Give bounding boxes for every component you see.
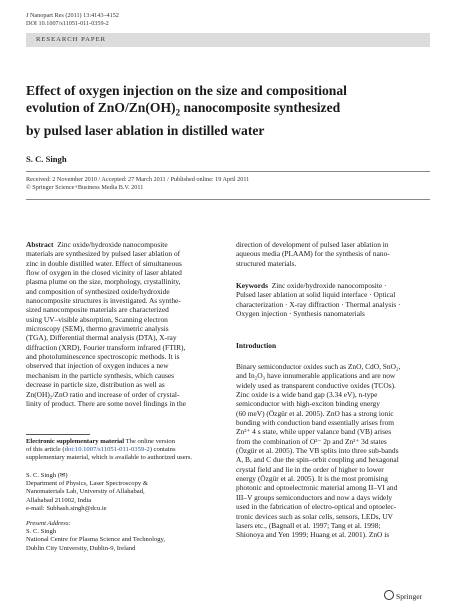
doi-line: DOI 10.1007/s11051-011-0359-2 (26, 20, 109, 27)
abstract-line: nanocomposite structures is investigated. As synthe- (26, 296, 181, 306)
intro-line: Zn²⁺ 4 s state, while upper valance band (VB) arises (236, 427, 392, 437)
abstract-label: Abstract (26, 240, 54, 249)
publisher-mark (384, 590, 422, 601)
intro-line: III–V groups semiconductors and now a days widely (236, 492, 393, 502)
esm-text-pre: of this article ( (26, 446, 65, 454)
intro-line: (60 meV) (Özgür et al. 2005). ZnO has a strong ionic (236, 408, 394, 418)
intro-line: from the combination of O²⁻ 2p and Zn²⁺ 3d states (236, 436, 387, 446)
esm-line-2 (26, 446, 224, 454)
publisher-name: Springer (396, 592, 423, 601)
introduction-body (236, 362, 430, 540)
springer-logo-icon (384, 590, 394, 600)
keywords-label: Keywords (236, 281, 269, 290)
abstract-line: (TGA), Differential thermal analysis (DTA), X-ray (26, 333, 177, 343)
intro-line: widely used as transparent conductive oxides (TCOs). (236, 380, 396, 390)
title-line-1: Effect of oxygen injection on the size and compositional (26, 83, 347, 98)
text-line: direction of development of pulsed laser ablation in (236, 240, 389, 249)
intro-line: lasers etc., (Bagnall et al. 1997; Tang et al. 1998; (236, 520, 381, 530)
esm-line-1 (26, 438, 224, 446)
title-line-2 (26, 99, 426, 122)
esm-doi-link[interactable]: doi:10.1007/s11051-011-0359-2 (64, 446, 150, 454)
abstract-line: Zn(OH)₂/ZnO ratio and increase of order of crystal- (26, 389, 180, 399)
header-divider (26, 171, 430, 172)
abstract-line: flow of oxygen in the closed vicinity of laser ablated (26, 268, 182, 278)
intro-line: and In₂O₃ have innumerable applications and are now (236, 371, 396, 381)
intro-line: photonic and optoelectronic material among II–VI and (236, 483, 398, 493)
dates-line: Received: 2 November 2010 / Accepted: 27 March 2011 / Published online: 19 April 2011 (26, 176, 250, 183)
journal-header (26, 12, 119, 28)
article-type: RESEARCH PAPER (36, 36, 107, 43)
present-address-city: Dublin City University, Dublin-9, Ireland (26, 544, 136, 552)
keywords-text: Zinc oxide/hydroxide nanocomposite · (271, 281, 387, 290)
affiliation-lab: Nanomaterials Lab, University of Allahabad, (26, 488, 145, 496)
abstract-line: and composition of synthesized oxide/hydroxide (26, 286, 170, 296)
abstract-line: mechanism in the particle synthesis, which causes (26, 370, 174, 380)
esm-text-post: ) contains (149, 446, 176, 454)
intro-line: crystal field and lie in the order of higher to lower (236, 464, 384, 474)
esm-text: The online version (124, 438, 176, 445)
introduction-heading: Introduction (236, 341, 277, 350)
abstract-line: using UV–visible absorption, Scanning electron (26, 314, 168, 324)
abstract-line: sized nanocomposite materials are characterized (26, 305, 169, 315)
keywords-line: Oxygen injection · Synthesis nanomaterials (236, 309, 365, 319)
keywords-block (236, 281, 430, 318)
affiliation-name: S. C. Singh (✉) (26, 472, 68, 479)
abstract-line: linity of product. There are some novel findings in the (26, 398, 186, 408)
text-line: aqueous media (PLAAM) for the synthesis of nano- (236, 249, 390, 259)
intro-line: Shionoya and Yen 1999; Huang et al. 2001). ZnO is (236, 530, 390, 540)
esm-label: Electronic supplementary material (26, 438, 125, 445)
present-address-centre: National Centre for Plasma Science and Technology, (26, 536, 166, 544)
abstract-block (26, 240, 224, 408)
present-address-label: Present Address: (26, 520, 71, 527)
abstract-line: zinc in double distilled water. Effect of simultaneous (26, 258, 182, 268)
esm-note (26, 438, 224, 463)
keywords-line: characterization · X-ray diffraction · Thermal analysis · (236, 299, 401, 309)
intro-line: Zinc oxide is a wide band gap (3.34 eV), n-type (236, 390, 378, 400)
abstract-line: materials are synthesized by pulsed laser ablation of (26, 249, 181, 259)
intro-line: A, B, and C due the spin–orbit coupling and hexagonal (236, 455, 399, 465)
title-line-3: by pulsed laser ablation in distilled water (26, 122, 265, 138)
intro-line: Binary semiconductor oxides such as ZnO, CdO, SnO₂, (236, 362, 401, 371)
intro-line: tronic devices such as solar cells, sensors, LEDs, UV (236, 511, 394, 521)
abstract-line: decrease in particle size, distribution as well as (26, 380, 165, 390)
footnote-divider (26, 434, 90, 435)
abstract-line: and photoluminescence spectroscopic methods. It is (26, 352, 180, 362)
affiliation-city: Allahabad 211002, India (26, 496, 92, 504)
keywords-line: Pulsed laser ablation at solid liquid interface · Optical (236, 290, 396, 300)
intro-line: (Özgür et al. 2005). The VB splits into three sub-bands (236, 446, 399, 456)
journal-citation: J Nanopart Res (2011) 13:4143–4152 (26, 12, 119, 19)
intro-line: semiconductor with high-exciton binding energy (236, 399, 380, 409)
text-line: structured materials. (236, 258, 297, 268)
title-line-2-end: nanocomposite synthesized (180, 100, 341, 115)
esm-line-3: supplementary material, which is available to authorized users. (26, 454, 193, 462)
abstract-line: diffraction (XRD), Fourier transform infrared (FTIR), (26, 342, 186, 352)
intro-line: used in the fabrication of electro-optical and optoelec- (236, 502, 397, 512)
title-subscript: 2 (175, 107, 181, 118)
abstract-line: observed that injection of oxygen induces a new (26, 361, 169, 371)
author-name: S. C. Singh (26, 154, 67, 164)
intro-line: energy (Özgür et al. 2005). It is the most promising (236, 474, 388, 484)
publication-dates (26, 176, 249, 192)
affiliation-email[interactable]: e-mail: Subhash.singh@dcu.ie (26, 504, 107, 512)
abstract-line (26, 240, 224, 249)
copyright-line: © Springer Science+Business Media B.V. 2011 (26, 184, 144, 191)
abstract-continuation (236, 240, 430, 268)
article-type-band (26, 33, 430, 47)
keywords-line (236, 281, 430, 290)
affiliation-block (26, 472, 224, 513)
dates-divider (26, 199, 430, 200)
affiliation-dept: Department of Physics, Laser Spectroscopy & (26, 480, 148, 488)
present-address-name: S. C. Singh (26, 528, 57, 536)
title-line-2-start: evolution of ZnO/Zn(OH) (26, 100, 176, 115)
abstract-line: plasma plume on the size, morphology, crystallinity, (26, 277, 181, 287)
article-title (26, 82, 426, 139)
abstract-line-text: Zinc oxide/hydroxide nanocomposite (57, 240, 168, 249)
present-address-block (26, 520, 224, 553)
abstract-line: microscopy (SEM), thermo gravimetric analysis (26, 324, 169, 334)
intro-line: bonding with conduction band essentially arises from (236, 418, 395, 428)
